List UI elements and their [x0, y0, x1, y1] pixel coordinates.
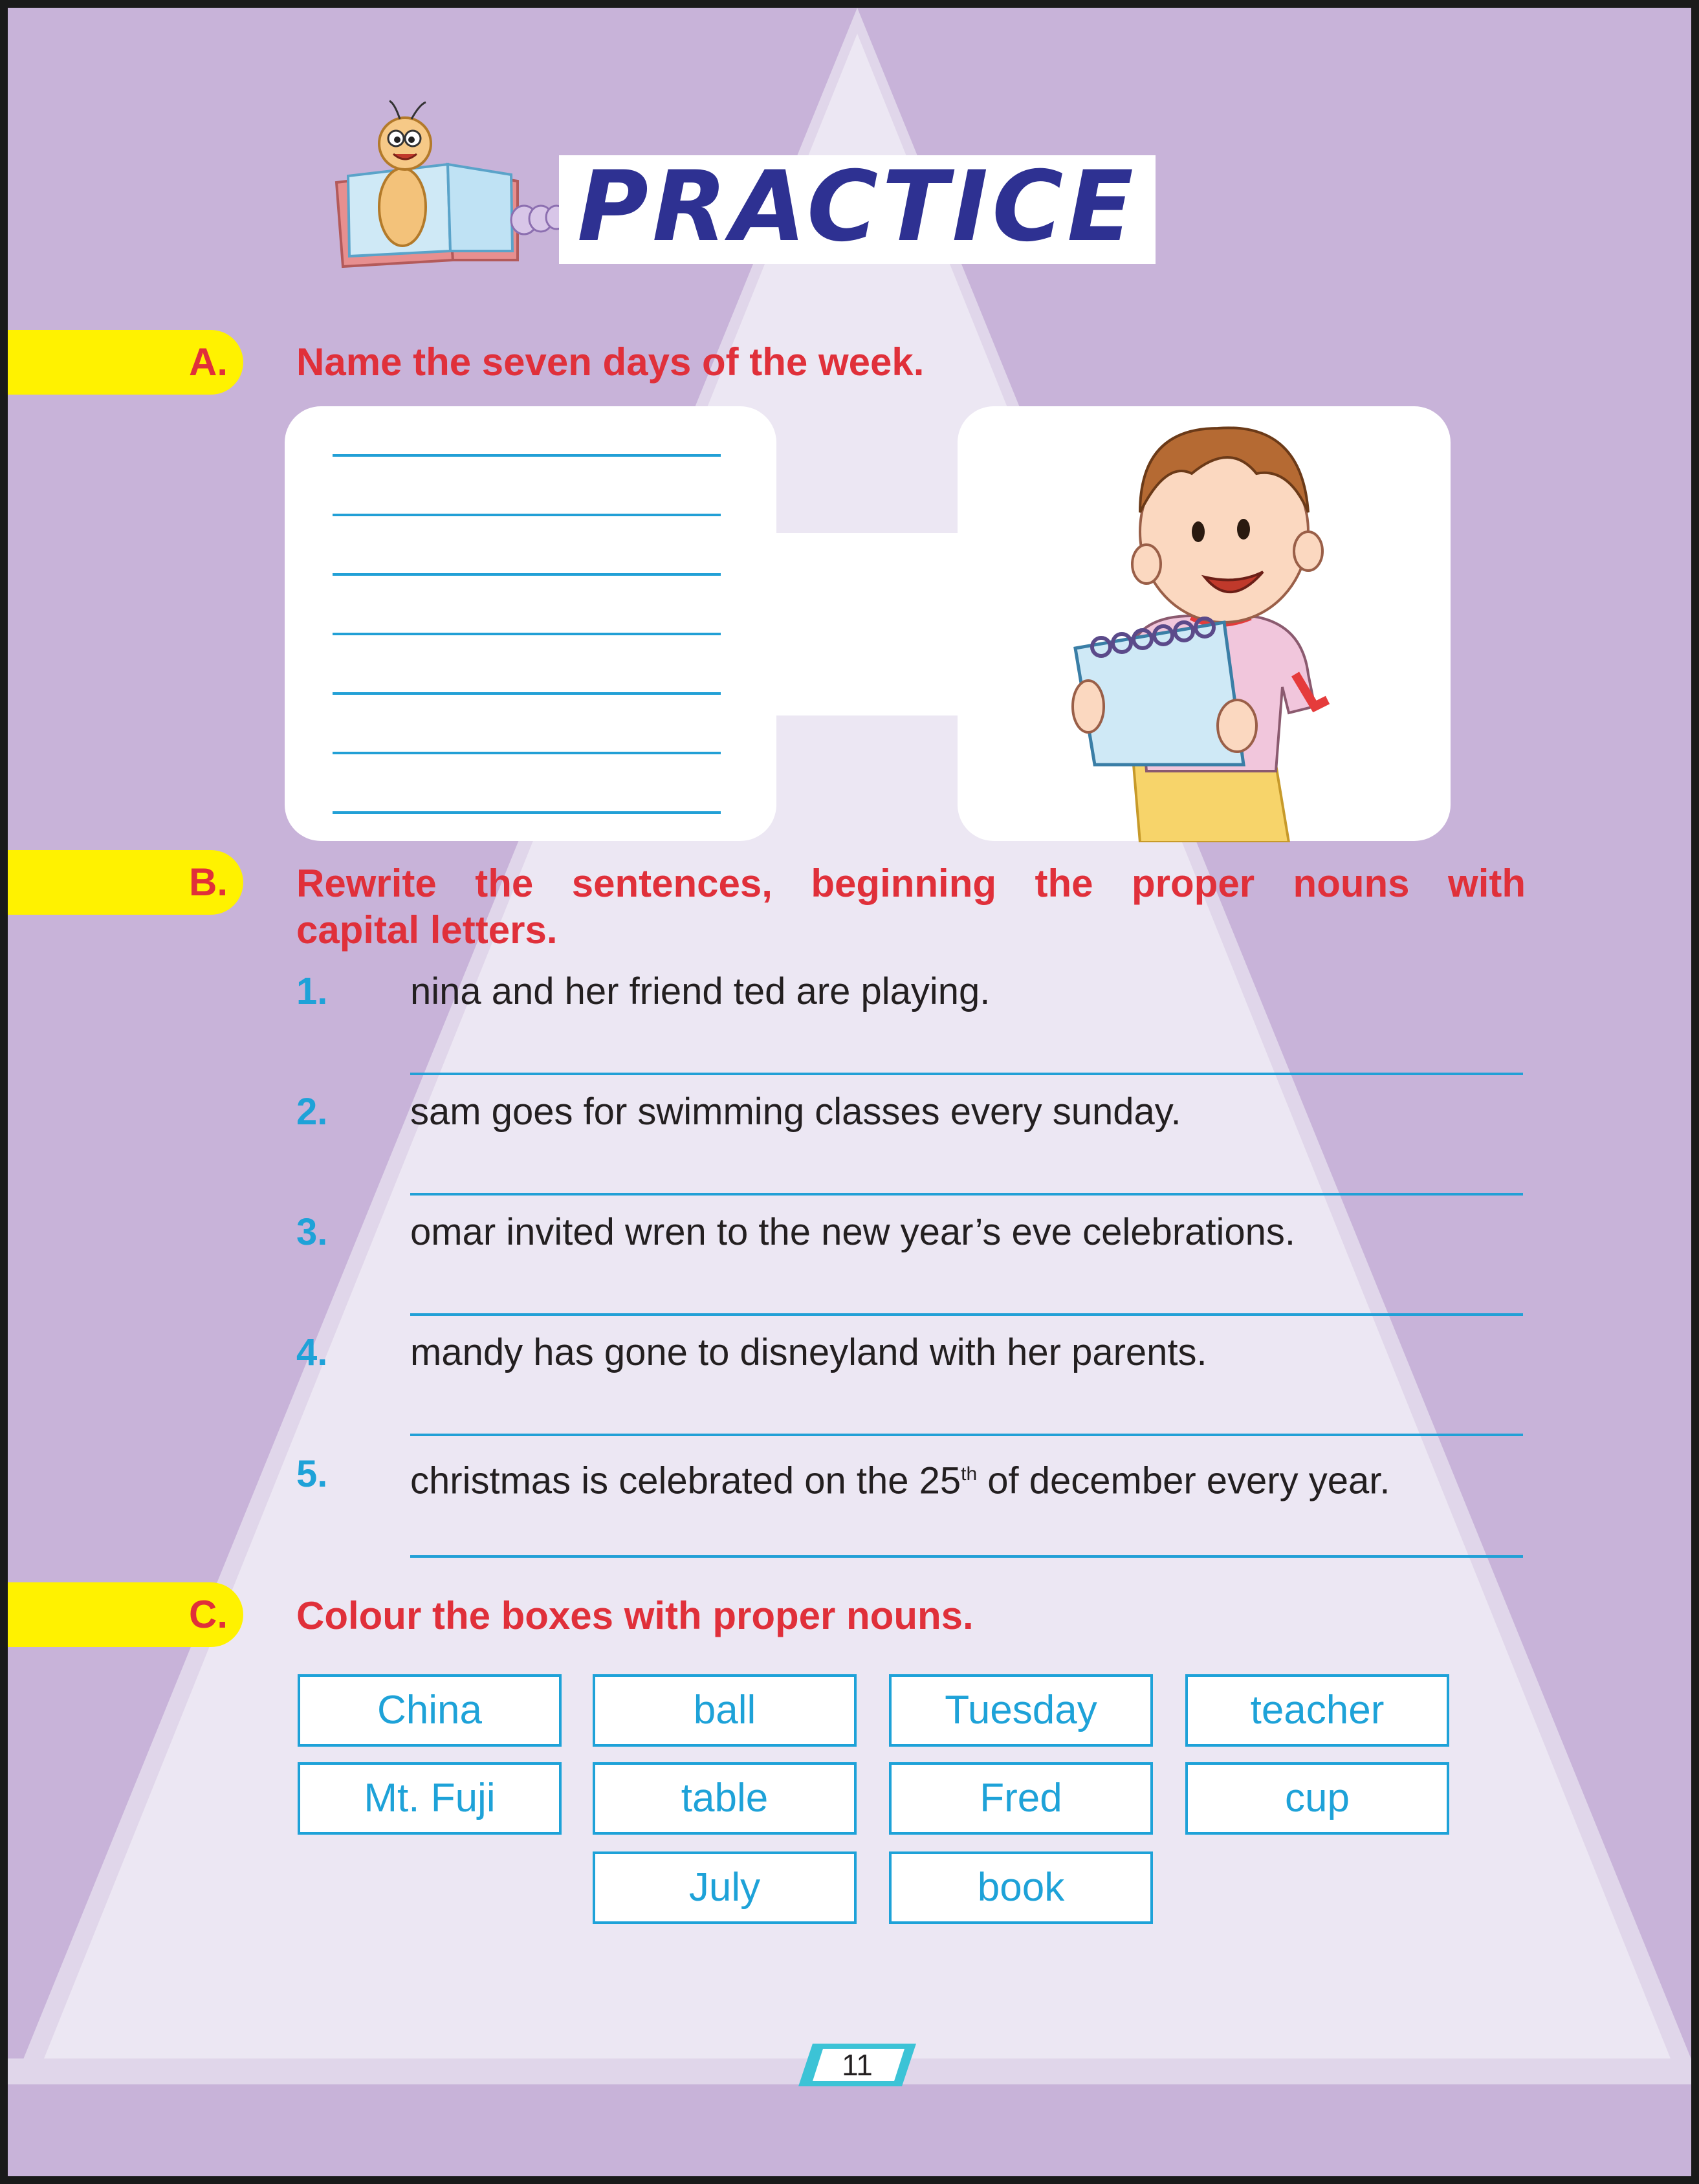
question-sentence: nina and her friend ted are playing.	[410, 970, 991, 1012]
word-box[interactable]: book	[889, 1851, 1153, 1924]
question-number: 5.	[296, 1453, 328, 1495]
section-c-letter: C.	[189, 1593, 228, 1636]
word-box[interactable]: table	[593, 1762, 857, 1835]
question-sentence: omar invited wren to the new year’s eve celebrations.	[410, 1211, 1296, 1253]
answer-line[interactable]	[333, 573, 721, 576]
rewrite-line[interactable]	[410, 1313, 1523, 1316]
answer-line[interactable]	[333, 752, 721, 754]
question-number: 2.	[296, 1091, 328, 1133]
rewrite-line[interactable]	[410, 1555, 1523, 1558]
boy-with-notepad-illustration	[1043, 402, 1366, 842]
section-b-heading-line1: Rewrite the sentences, beginning the proper nouns with	[296, 862, 1526, 905]
rewrite-line[interactable]	[410, 1073, 1523, 1075]
bookworm-mascot-icon	[330, 98, 576, 273]
question-sentence	[410, 1452, 1390, 1503]
page-number: 11	[842, 2048, 873, 2082]
section-a-heading: Name the seven days of the week.	[296, 340, 925, 384]
word-box[interactable]: ball	[593, 1674, 857, 1747]
answer-line[interactable]	[333, 633, 721, 635]
question-sentence: mandy has gone to disneyland with her parents.	[410, 1331, 1207, 1373]
answer-line[interactable]	[333, 514, 721, 516]
sentence-part: christmas is celebrated on the 25	[410, 1459, 961, 1502]
word-box[interactable]: Mt. Fuji	[298, 1762, 562, 1835]
question-sentence: sam goes for swimming classes every sunday.	[410, 1091, 1181, 1133]
page-title: PRACTICE	[577, 151, 1137, 263]
panel-connector	[771, 533, 965, 715]
word-box[interactable]: Tuesday	[889, 1674, 1153, 1747]
days-answer-panel	[285, 406, 776, 841]
word-box[interactable]: cup	[1185, 1762, 1449, 1835]
answer-line[interactable]	[333, 811, 721, 814]
word-box[interactable]: Fred	[889, 1762, 1153, 1835]
ordinal-suffix: th	[961, 1463, 978, 1485]
rewrite-line[interactable]	[410, 1434, 1523, 1436]
question-number: 3.	[296, 1211, 328, 1253]
section-a-letter: A.	[189, 340, 228, 384]
section-b-heading-line2: capital letters.	[296, 908, 558, 952]
question-number: 1.	[296, 970, 328, 1012]
answer-line[interactable]	[333, 692, 721, 695]
answer-line[interactable]	[333, 454, 721, 457]
section-b-letter: B.	[189, 860, 228, 904]
sentence-part: of december every year.	[977, 1459, 1390, 1502]
question-number: 4.	[296, 1331, 328, 1373]
word-box[interactable]: teacher	[1185, 1674, 1449, 1747]
section-c-heading: Colour the boxes with proper nouns.	[296, 1594, 974, 1637]
word-box[interactable]: July	[593, 1851, 857, 1924]
rewrite-line[interactable]	[410, 1193, 1523, 1196]
word-box[interactable]: China	[298, 1674, 562, 1747]
